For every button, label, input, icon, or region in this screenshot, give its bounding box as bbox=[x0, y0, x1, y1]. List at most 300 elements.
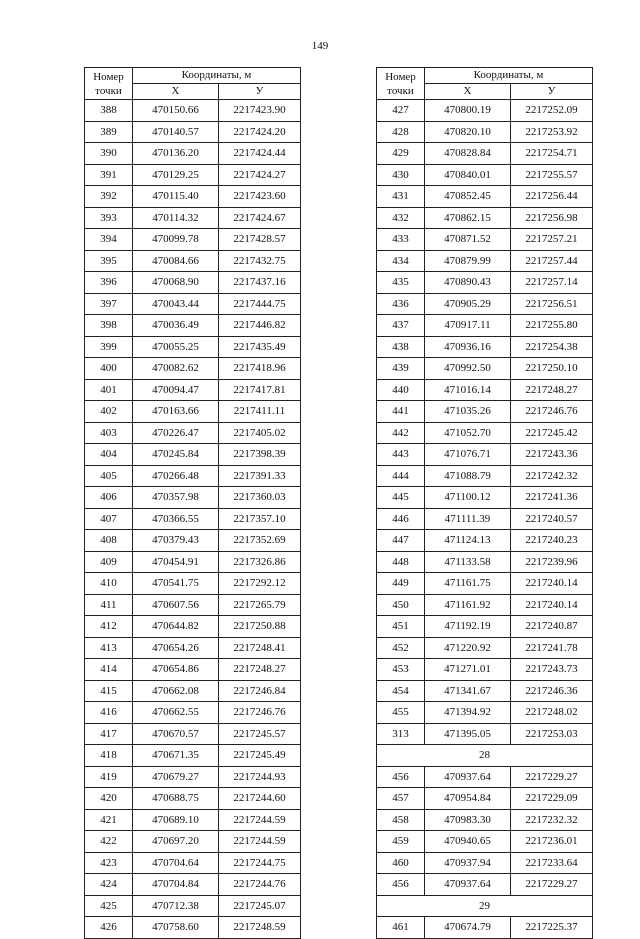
point-number-cell: 403 bbox=[85, 422, 133, 444]
point-number-cell: 436 bbox=[377, 293, 425, 315]
table-row bbox=[377, 121, 593, 143]
y-coordinate-cell: 2217256.51 bbox=[511, 293, 593, 315]
x-coordinate-cell: 470879.99 bbox=[425, 250, 511, 272]
x-coordinate-cell: 470917.11 bbox=[425, 315, 511, 337]
point-number-header bbox=[377, 68, 425, 100]
x-coordinate-cell: 470654.26 bbox=[133, 637, 219, 659]
x-header: X bbox=[133, 84, 219, 100]
point-number-cell: 405 bbox=[85, 465, 133, 487]
coordinates-header: Координаты, м bbox=[425, 68, 593, 84]
y-coordinate-cell: 2217256.44 bbox=[511, 186, 593, 208]
point-number-cell: 427 bbox=[377, 100, 425, 122]
point-number-cell: 414 bbox=[85, 659, 133, 681]
y-coordinate-cell: 2217229.27 bbox=[511, 874, 593, 896]
x-coordinate-cell: 470068.90 bbox=[133, 272, 219, 294]
point-number-cell: 393 bbox=[85, 207, 133, 229]
point-number-cell: 421 bbox=[85, 809, 133, 831]
point-number-cell: 439 bbox=[377, 358, 425, 380]
table-row bbox=[377, 487, 593, 509]
y-coordinate-cell: 2217391.33 bbox=[219, 465, 301, 487]
point-number-cell: 409 bbox=[85, 551, 133, 573]
point-number-cell: 423 bbox=[85, 852, 133, 874]
point-number-header bbox=[85, 68, 133, 100]
y-coordinate-cell: 2217244.93 bbox=[219, 766, 301, 788]
group-label: 28 bbox=[377, 745, 593, 767]
point-number-cell: 412 bbox=[85, 616, 133, 638]
point-number-cell: 461 bbox=[377, 917, 425, 939]
x-coordinate-cell: 470704.84 bbox=[133, 874, 219, 896]
point-number-cell: 434 bbox=[377, 250, 425, 272]
point-number-cell: 442 bbox=[377, 422, 425, 444]
y-coordinate-cell: 2217250.88 bbox=[219, 616, 301, 638]
y-coordinate-cell: 2217254.71 bbox=[511, 143, 593, 165]
x-coordinate-cell: 470937.94 bbox=[425, 852, 511, 874]
x-header: X bbox=[425, 84, 511, 100]
table-row bbox=[85, 250, 301, 272]
y-coordinate-cell: 2217424.27 bbox=[219, 164, 301, 186]
x-coordinate-cell: 470671.35 bbox=[133, 745, 219, 767]
y-coordinate-cell: 2217232.32 bbox=[511, 809, 593, 831]
table-row bbox=[377, 379, 593, 401]
point-number-cell: 411 bbox=[85, 594, 133, 616]
point-number-cell: 452 bbox=[377, 637, 425, 659]
point-number-cell: 417 bbox=[85, 723, 133, 745]
x-coordinate-cell: 470150.66 bbox=[133, 100, 219, 122]
x-coordinate-cell: 471161.75 bbox=[425, 573, 511, 595]
y-coordinate-cell: 2217437.16 bbox=[219, 272, 301, 294]
table-row bbox=[85, 315, 301, 337]
point-number-cell: 458 bbox=[377, 809, 425, 831]
point-number-cell: 435 bbox=[377, 272, 425, 294]
table-row bbox=[85, 229, 301, 251]
table-row bbox=[85, 422, 301, 444]
table-row bbox=[85, 616, 301, 638]
x-coordinate-cell: 470905.29 bbox=[425, 293, 511, 315]
table-row bbox=[85, 143, 301, 165]
point-number-cell: 419 bbox=[85, 766, 133, 788]
y-coordinate-cell: 2217240.14 bbox=[511, 594, 593, 616]
point-number-cell: 428 bbox=[377, 121, 425, 143]
y-coordinate-cell: 2217398.39 bbox=[219, 444, 301, 466]
point-number-cell: 415 bbox=[85, 680, 133, 702]
table-row bbox=[377, 401, 593, 423]
x-coordinate-cell: 471016.14 bbox=[425, 379, 511, 401]
table-row bbox=[377, 143, 593, 165]
coordinates-table-left bbox=[84, 67, 301, 939]
table-row bbox=[377, 229, 593, 251]
point-number-cell: 396 bbox=[85, 272, 133, 294]
y-coordinate-cell: 2217248.02 bbox=[511, 702, 593, 724]
x-coordinate-cell: 471192.19 bbox=[425, 616, 511, 638]
point-number-header-label: Номер точки bbox=[93, 70, 124, 97]
table-row bbox=[377, 100, 593, 122]
y-coordinate-cell: 2217244.75 bbox=[219, 852, 301, 874]
table-row bbox=[377, 272, 593, 294]
table-row bbox=[377, 831, 593, 853]
point-number-cell: 399 bbox=[85, 336, 133, 358]
table-row bbox=[377, 358, 593, 380]
table-row bbox=[377, 465, 593, 487]
point-number-cell: 456 bbox=[377, 766, 425, 788]
x-coordinate-cell: 470245.84 bbox=[133, 444, 219, 466]
point-number-cell: 457 bbox=[377, 788, 425, 810]
x-coordinate-cell: 470937.64 bbox=[425, 766, 511, 788]
table-row bbox=[85, 809, 301, 831]
x-coordinate-cell: 470662.55 bbox=[133, 702, 219, 724]
table-row bbox=[377, 186, 593, 208]
x-coordinate-cell: 470840.01 bbox=[425, 164, 511, 186]
x-coordinate-cell: 470940.65 bbox=[425, 831, 511, 853]
x-coordinate-cell: 470992.50 bbox=[425, 358, 511, 380]
point-number-cell: 432 bbox=[377, 207, 425, 229]
x-coordinate-cell: 470163.66 bbox=[133, 401, 219, 423]
point-number-cell: 437 bbox=[377, 315, 425, 337]
point-number-cell: 407 bbox=[85, 508, 133, 530]
x-coordinate-cell: 471111.39 bbox=[425, 508, 511, 530]
point-number-cell: 447 bbox=[377, 530, 425, 552]
x-coordinate-cell: 471035.26 bbox=[425, 401, 511, 423]
y-coordinate-cell: 2217254.38 bbox=[511, 336, 593, 358]
y-coordinate-cell: 2217417.81 bbox=[219, 379, 301, 401]
table-row bbox=[85, 659, 301, 681]
y-header: У bbox=[511, 84, 593, 100]
x-coordinate-cell: 470871.52 bbox=[425, 229, 511, 251]
y-coordinate-cell: 2217411.11 bbox=[219, 401, 301, 423]
coordinates-header: Координаты, м bbox=[133, 68, 301, 84]
point-number-cell: 425 bbox=[85, 895, 133, 917]
y-coordinate-cell: 2217240.23 bbox=[511, 530, 593, 552]
point-number-cell: 395 bbox=[85, 250, 133, 272]
table-row bbox=[85, 573, 301, 595]
y-coordinate-cell: 2217424.67 bbox=[219, 207, 301, 229]
y-coordinate-cell: 2217405.02 bbox=[219, 422, 301, 444]
point-number-cell: 402 bbox=[85, 401, 133, 423]
table-row bbox=[377, 551, 593, 573]
table-row bbox=[85, 530, 301, 552]
x-coordinate-cell: 471271.01 bbox=[425, 659, 511, 681]
table-row bbox=[377, 723, 593, 745]
y-coordinate-cell: 2217424.44 bbox=[219, 143, 301, 165]
table-row bbox=[85, 444, 301, 466]
point-number-cell: 451 bbox=[377, 616, 425, 638]
x-coordinate-cell: 470036.49 bbox=[133, 315, 219, 337]
x-coordinate-cell: 470379.43 bbox=[133, 530, 219, 552]
group-row bbox=[377, 895, 593, 917]
table-row bbox=[85, 207, 301, 229]
table-row bbox=[377, 874, 593, 896]
point-number-cell: 430 bbox=[377, 164, 425, 186]
y-coordinate-cell: 2217252.09 bbox=[511, 100, 593, 122]
y-coordinate-cell: 2217428.57 bbox=[219, 229, 301, 251]
y-coordinate-cell: 2217246.76 bbox=[511, 401, 593, 423]
point-number-cell: 410 bbox=[85, 573, 133, 595]
y-header: У bbox=[219, 84, 301, 100]
table-row bbox=[85, 723, 301, 745]
y-coordinate-cell: 2217245.07 bbox=[219, 895, 301, 917]
table-row bbox=[85, 401, 301, 423]
point-number-cell: 390 bbox=[85, 143, 133, 165]
y-coordinate-cell: 2217357.10 bbox=[219, 508, 301, 530]
table-row bbox=[85, 164, 301, 186]
y-coordinate-cell: 2217229.09 bbox=[511, 788, 593, 810]
x-coordinate-cell: 470115.40 bbox=[133, 186, 219, 208]
point-number-cell: 426 bbox=[85, 917, 133, 939]
y-coordinate-cell: 2217248.27 bbox=[511, 379, 593, 401]
table-row bbox=[85, 465, 301, 487]
y-coordinate-cell: 2217240.87 bbox=[511, 616, 593, 638]
group-label: 29 bbox=[377, 895, 593, 917]
y-coordinate-cell: 2217244.60 bbox=[219, 788, 301, 810]
y-coordinate-cell: 2217245.49 bbox=[219, 745, 301, 767]
point-number-cell: 404 bbox=[85, 444, 133, 466]
point-number-cell: 408 bbox=[85, 530, 133, 552]
x-coordinate-cell: 470266.48 bbox=[133, 465, 219, 487]
y-coordinate-cell: 2217243.73 bbox=[511, 659, 593, 681]
y-coordinate-cell: 2217424.20 bbox=[219, 121, 301, 143]
table-row bbox=[377, 616, 593, 638]
table-row bbox=[377, 444, 593, 466]
y-coordinate-cell: 2217253.03 bbox=[511, 723, 593, 745]
table-row bbox=[85, 702, 301, 724]
x-coordinate-cell: 470226.47 bbox=[133, 422, 219, 444]
table-row bbox=[377, 508, 593, 530]
table-row bbox=[85, 272, 301, 294]
y-coordinate-cell: 2217236.01 bbox=[511, 831, 593, 853]
x-coordinate-cell: 470936.16 bbox=[425, 336, 511, 358]
point-number-cell: 441 bbox=[377, 401, 425, 423]
table-row bbox=[85, 293, 301, 315]
x-coordinate-cell: 470644.82 bbox=[133, 616, 219, 638]
y-coordinate-cell: 2217446.82 bbox=[219, 315, 301, 337]
table-row bbox=[85, 336, 301, 358]
x-coordinate-cell: 470662.08 bbox=[133, 680, 219, 702]
y-coordinate-cell: 2217233.64 bbox=[511, 852, 593, 874]
x-coordinate-cell: 470674.79 bbox=[425, 917, 511, 939]
y-coordinate-cell: 2217243.36 bbox=[511, 444, 593, 466]
table-row bbox=[377, 573, 593, 595]
table-row bbox=[377, 659, 593, 681]
point-number-cell: 438 bbox=[377, 336, 425, 358]
point-number-cell: 460 bbox=[377, 852, 425, 874]
table-row bbox=[377, 766, 593, 788]
y-coordinate-cell: 2217423.60 bbox=[219, 186, 301, 208]
table-row bbox=[377, 637, 593, 659]
table-row bbox=[377, 422, 593, 444]
x-coordinate-cell: 470704.64 bbox=[133, 852, 219, 874]
point-number-cell: 429 bbox=[377, 143, 425, 165]
x-coordinate-cell: 470099.78 bbox=[133, 229, 219, 251]
table-row bbox=[85, 100, 301, 122]
x-coordinate-cell: 470937.64 bbox=[425, 874, 511, 896]
x-coordinate-cell: 470890.43 bbox=[425, 272, 511, 294]
table-row bbox=[85, 680, 301, 702]
y-coordinate-cell: 2217257.14 bbox=[511, 272, 593, 294]
table-row bbox=[377, 594, 593, 616]
point-number-cell: 313 bbox=[377, 723, 425, 745]
y-coordinate-cell: 2217423.90 bbox=[219, 100, 301, 122]
point-number-cell: 445 bbox=[377, 487, 425, 509]
y-coordinate-cell: 2217326.86 bbox=[219, 551, 301, 573]
x-coordinate-cell: 470541.75 bbox=[133, 573, 219, 595]
x-coordinate-cell: 471220.92 bbox=[425, 637, 511, 659]
x-coordinate-cell: 470828.84 bbox=[425, 143, 511, 165]
x-coordinate-cell: 471076.71 bbox=[425, 444, 511, 466]
point-number-header-label: Номер точки bbox=[385, 70, 416, 97]
point-number-cell: 391 bbox=[85, 164, 133, 186]
point-number-cell: 394 bbox=[85, 229, 133, 251]
y-coordinate-cell: 2217255.80 bbox=[511, 315, 593, 337]
point-number-cell: 388 bbox=[85, 100, 133, 122]
x-coordinate-cell: 470140.57 bbox=[133, 121, 219, 143]
table-row bbox=[377, 917, 593, 939]
y-coordinate-cell: 2217435.49 bbox=[219, 336, 301, 358]
y-coordinate-cell: 2217360.03 bbox=[219, 487, 301, 509]
table-row bbox=[85, 874, 301, 896]
point-number-cell: 443 bbox=[377, 444, 425, 466]
x-coordinate-cell: 471341.67 bbox=[425, 680, 511, 702]
table-row bbox=[377, 336, 593, 358]
y-coordinate-cell: 2217257.21 bbox=[511, 229, 593, 251]
y-coordinate-cell: 2217292.12 bbox=[219, 573, 301, 595]
y-coordinate-cell: 2217248.27 bbox=[219, 659, 301, 681]
y-coordinate-cell: 2217255.57 bbox=[511, 164, 593, 186]
point-number-cell: 392 bbox=[85, 186, 133, 208]
x-coordinate-cell: 470136.20 bbox=[133, 143, 219, 165]
x-coordinate-cell: 470129.25 bbox=[133, 164, 219, 186]
table-row bbox=[85, 121, 301, 143]
point-number-cell: 433 bbox=[377, 229, 425, 251]
x-coordinate-cell: 470454.91 bbox=[133, 551, 219, 573]
point-number-cell: 455 bbox=[377, 702, 425, 724]
y-coordinate-cell: 2217225.37 bbox=[511, 917, 593, 939]
x-coordinate-cell: 470688.75 bbox=[133, 788, 219, 810]
point-number-cell: 456 bbox=[377, 874, 425, 896]
y-coordinate-cell: 2217246.84 bbox=[219, 680, 301, 702]
table-row bbox=[377, 164, 593, 186]
table-row bbox=[85, 895, 301, 917]
table-row bbox=[377, 702, 593, 724]
table-row bbox=[85, 637, 301, 659]
point-number-cell: 418 bbox=[85, 745, 133, 767]
x-coordinate-cell: 470094.47 bbox=[133, 379, 219, 401]
y-coordinate-cell: 2217239.96 bbox=[511, 551, 593, 573]
x-coordinate-cell: 471395.05 bbox=[425, 723, 511, 745]
point-number-cell: 420 bbox=[85, 788, 133, 810]
table-row bbox=[377, 809, 593, 831]
point-number-cell: 459 bbox=[377, 831, 425, 853]
x-coordinate-cell: 471394.92 bbox=[425, 702, 511, 724]
y-coordinate-cell: 2217257.44 bbox=[511, 250, 593, 272]
x-coordinate-cell: 470114.32 bbox=[133, 207, 219, 229]
x-coordinate-cell: 470084.66 bbox=[133, 250, 219, 272]
point-number-cell: 416 bbox=[85, 702, 133, 724]
x-coordinate-cell: 471088.79 bbox=[425, 465, 511, 487]
point-number-cell: 413 bbox=[85, 637, 133, 659]
x-coordinate-cell: 470654.86 bbox=[133, 659, 219, 681]
point-number-cell: 389 bbox=[85, 121, 133, 143]
x-coordinate-cell: 470800.19 bbox=[425, 100, 511, 122]
point-number-cell: 406 bbox=[85, 487, 133, 509]
point-number-cell: 400 bbox=[85, 358, 133, 380]
table-row bbox=[377, 680, 593, 702]
point-number-cell: 424 bbox=[85, 874, 133, 896]
y-coordinate-cell: 2217242.32 bbox=[511, 465, 593, 487]
table-row bbox=[85, 487, 301, 509]
y-coordinate-cell: 2217248.59 bbox=[219, 917, 301, 939]
y-coordinate-cell: 2217245.57 bbox=[219, 723, 301, 745]
x-coordinate-cell: 470043.44 bbox=[133, 293, 219, 315]
x-coordinate-cell: 470758.60 bbox=[133, 917, 219, 939]
y-coordinate-cell: 2217248.41 bbox=[219, 637, 301, 659]
x-coordinate-cell: 470366.55 bbox=[133, 508, 219, 530]
y-coordinate-cell: 2217240.57 bbox=[511, 508, 593, 530]
table-row bbox=[85, 379, 301, 401]
y-coordinate-cell: 2217241.36 bbox=[511, 487, 593, 509]
point-number-cell: 449 bbox=[377, 573, 425, 595]
y-coordinate-cell: 2217352.69 bbox=[219, 530, 301, 552]
table-row bbox=[377, 788, 593, 810]
page-number: 149 bbox=[311, 40, 329, 52]
table-row bbox=[377, 315, 593, 337]
y-coordinate-cell: 2217246.76 bbox=[219, 702, 301, 724]
x-coordinate-cell: 470852.45 bbox=[425, 186, 511, 208]
table-row bbox=[377, 530, 593, 552]
y-coordinate-cell: 2217418.96 bbox=[219, 358, 301, 380]
point-number-cell: 401 bbox=[85, 379, 133, 401]
y-coordinate-cell: 2217244.76 bbox=[219, 874, 301, 896]
table-row bbox=[85, 788, 301, 810]
x-coordinate-cell: 470820.10 bbox=[425, 121, 511, 143]
x-coordinate-cell: 470954.84 bbox=[425, 788, 511, 810]
table-row bbox=[377, 293, 593, 315]
x-coordinate-cell: 471124.13 bbox=[425, 530, 511, 552]
point-number-cell: 398 bbox=[85, 315, 133, 337]
x-coordinate-cell: 470983.30 bbox=[425, 809, 511, 831]
table-row bbox=[85, 551, 301, 573]
table-row bbox=[377, 852, 593, 874]
point-number-cell: 397 bbox=[85, 293, 133, 315]
x-coordinate-cell: 470357.98 bbox=[133, 487, 219, 509]
y-coordinate-cell: 2217265.79 bbox=[219, 594, 301, 616]
table-row bbox=[85, 508, 301, 530]
point-number-cell: 422 bbox=[85, 831, 133, 853]
x-coordinate-cell: 471052.70 bbox=[425, 422, 511, 444]
x-coordinate-cell: 470697.20 bbox=[133, 831, 219, 853]
y-coordinate-cell: 2217444.75 bbox=[219, 293, 301, 315]
table-row bbox=[85, 917, 301, 939]
table-row bbox=[85, 594, 301, 616]
y-coordinate-cell: 2217244.59 bbox=[219, 831, 301, 853]
y-coordinate-cell: 2217245.42 bbox=[511, 422, 593, 444]
point-number-cell: 454 bbox=[377, 680, 425, 702]
point-number-cell: 431 bbox=[377, 186, 425, 208]
x-coordinate-cell: 470689.10 bbox=[133, 809, 219, 831]
point-number-cell: 446 bbox=[377, 508, 425, 530]
x-coordinate-cell: 470082.62 bbox=[133, 358, 219, 380]
coordinates-table-right bbox=[376, 67, 593, 939]
y-coordinate-cell: 2217246.36 bbox=[511, 680, 593, 702]
table-row bbox=[377, 207, 593, 229]
x-coordinate-cell: 471100.12 bbox=[425, 487, 511, 509]
y-coordinate-cell: 2217256.98 bbox=[511, 207, 593, 229]
y-coordinate-cell: 2217253.92 bbox=[511, 121, 593, 143]
table-row bbox=[85, 358, 301, 380]
y-coordinate-cell: 2217229.27 bbox=[511, 766, 593, 788]
y-coordinate-cell: 2217240.14 bbox=[511, 573, 593, 595]
table-row bbox=[85, 186, 301, 208]
x-coordinate-cell: 470055.25 bbox=[133, 336, 219, 358]
point-number-cell: 453 bbox=[377, 659, 425, 681]
